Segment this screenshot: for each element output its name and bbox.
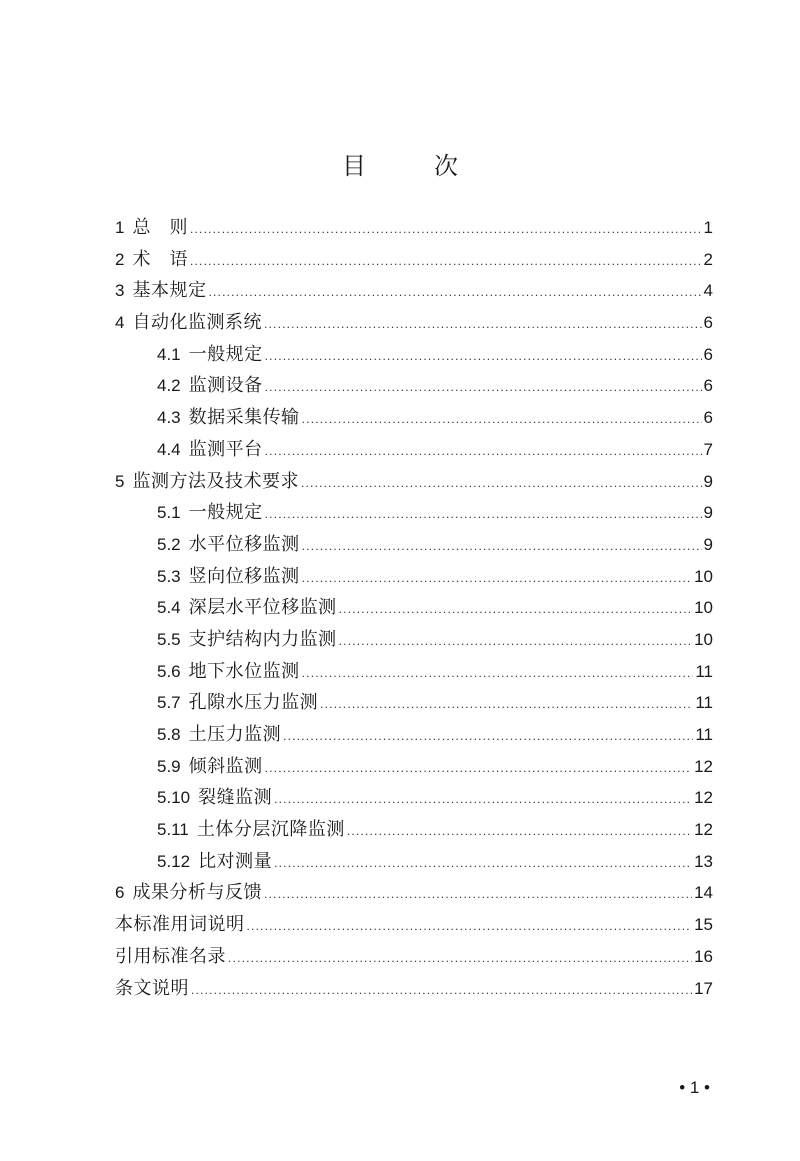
- toc-entry[interactable]: [115, 275, 713, 307]
- toc-entry-title: 地下水位监测: [188, 660, 300, 682]
- toc-entry-number: 5.10: [157, 788, 191, 808]
- toc-entry-number: 4.4: [157, 439, 181, 459]
- toc-entry-number: 5.3: [157, 566, 181, 586]
- dot-leader: [302, 531, 702, 563]
- toc-entry-number: 6: [115, 883, 125, 903]
- toc-entry-page: 1: [703, 218, 713, 237]
- dot-leader: [302, 404, 702, 436]
- toc-entry[interactable]: [115, 624, 713, 656]
- toc-entry-title: 裂缝监测: [198, 787, 273, 809]
- toc-entry-title: 自动化监测系统: [132, 312, 262, 334]
- toc-entry-page: 9: [703, 503, 713, 523]
- toc-entry-title: 本标准用词说明: [115, 914, 245, 936]
- toc-entry[interactable]: [115, 307, 713, 339]
- toc-entry[interactable]: [115, 592, 713, 624]
- dot-leader: [265, 372, 702, 404]
- toc-entry-number: 5.9: [157, 756, 181, 776]
- toc-entry-page: 4: [703, 281, 713, 301]
- toc-entry-title: 成果分析与反馈: [132, 882, 262, 904]
- toc-entry[interactable]: [115, 909, 713, 941]
- toc-entry-title: 深层水平位移监测: [188, 597, 337, 619]
- toc-entry-number: 5.8: [157, 725, 181, 744]
- toc-entry-title: 土体分层沉降监测: [196, 819, 345, 841]
- toc-entry[interactable]: [115, 846, 713, 878]
- toc-entry-page: 11: [695, 693, 713, 713]
- toc-entry[interactable]: [115, 339, 713, 371]
- toc-entry-page: 6: [703, 408, 713, 428]
- toc-entry-title: 竖向位移监测: [188, 565, 300, 587]
- table-of-contents: [115, 212, 713, 1004]
- dot-leader: [264, 879, 692, 911]
- toc-entry[interactable]: [115, 814, 713, 846]
- toc-entry-title: 比对测量: [198, 850, 273, 872]
- dot-leader: [339, 626, 692, 658]
- toc-entry-title: 水平位移监测: [188, 533, 300, 555]
- dot-leader: [228, 943, 692, 975]
- toc-entry-page: 10: [694, 629, 713, 649]
- dot-leader: [190, 246, 702, 278]
- dot-leader: [274, 848, 692, 880]
- toc-entry[interactable]: [115, 656, 713, 688]
- page-number: • 1 •: [679, 1078, 710, 1097]
- toc-entry[interactable]: [115, 687, 713, 719]
- toc-entry[interactable]: [115, 402, 713, 434]
- toc-entry[interactable]: [115, 434, 713, 466]
- toc-entry[interactable]: [115, 370, 713, 402]
- toc-entry-page: 12: [694, 756, 713, 776]
- toc-entry-title: 孔隙水压力监测: [188, 692, 319, 714]
- toc-entry-title: 条文说明: [115, 977, 189, 999]
- toc-entry-number: 3: [115, 281, 125, 301]
- toc-entry-number: 5.12: [157, 851, 191, 871]
- toc-entry-title: 总 则: [132, 217, 188, 238]
- toc-entry-page: 6: [703, 376, 713, 396]
- toc-entry-title: 监测方法及技术要求: [132, 470, 299, 492]
- toc-entry-title: 倾斜监测: [188, 755, 263, 777]
- toc-entry-number: 5.4: [157, 598, 181, 618]
- toc-entry-title: 一般规定: [188, 502, 263, 524]
- toc-entry-page: 15: [694, 915, 713, 935]
- dot-leader: [283, 721, 693, 753]
- toc-entry-page: 17: [694, 978, 713, 998]
- dot-leader: [347, 816, 692, 848]
- dot-leader: [191, 975, 692, 1007]
- toc-entry-page: 7: [703, 439, 713, 459]
- dot-leader: [190, 214, 702, 246]
- toc-entry-number: 2: [115, 249, 125, 269]
- dot-leader: [274, 784, 692, 816]
- toc-entry-page: 10: [694, 598, 713, 618]
- dot-leader: [264, 309, 702, 341]
- toc-entry-number: 5: [115, 471, 125, 491]
- toc-entry-page: 11: [695, 725, 713, 744]
- dot-leader: [301, 468, 702, 500]
- toc-entry-title: 监测设备: [188, 375, 263, 397]
- toc-entry-number: 5.7: [157, 693, 181, 713]
- toc-entry[interactable]: [115, 529, 713, 561]
- toc-entry-page: 12: [694, 788, 713, 808]
- toc-entry-title: 监测平台: [188, 438, 263, 460]
- toc-entry[interactable]: [115, 719, 713, 751]
- toc-entry-number: 5.6: [157, 661, 181, 681]
- toc-entry-page: 9: [703, 471, 713, 491]
- toc-entry-page: 11: [695, 661, 713, 681]
- dot-leader: [265, 499, 702, 531]
- toc-entry-page: 10: [694, 566, 713, 586]
- dot-leader: [302, 563, 692, 595]
- toc-entry[interactable]: [115, 751, 713, 783]
- toc-entry-number: 5.1: [157, 503, 181, 523]
- dot-leader: [265, 341, 702, 373]
- toc-entry-number: 5.2: [157, 534, 181, 554]
- toc-entry-title: 引用标准名录: [115, 945, 226, 967]
- toc-entry-number: 4.2: [157, 376, 181, 396]
- page-title: 目 次: [342, 152, 480, 180]
- toc-entry-page: 6: [703, 313, 713, 333]
- dot-leader: [339, 594, 692, 626]
- dot-leader: [265, 436, 702, 468]
- toc-entry[interactable]: [115, 212, 713, 244]
- toc-entry-number: 5.5: [157, 629, 181, 649]
- toc-entry[interactable]: [115, 973, 713, 1005]
- toc-entry[interactable]: [115, 877, 713, 909]
- toc-entry-number: 4.1: [157, 344, 181, 364]
- toc-entry-page: 6: [703, 344, 713, 364]
- dot-leader: [265, 753, 692, 785]
- toc-entry-title: 术 语: [132, 248, 188, 270]
- toc-entry-title: 基本规定: [132, 280, 207, 302]
- toc-entry-page: 13: [694, 851, 713, 871]
- dot-leader: [320, 689, 693, 721]
- toc-entry-page: 16: [694, 946, 713, 966]
- toc-entry-title: 支护结构内力监测: [188, 628, 337, 650]
- toc-entry-title: 数据采集传输: [188, 407, 300, 429]
- toc-entry[interactable]: [115, 782, 713, 814]
- toc-entry-number: 1: [115, 218, 125, 237]
- toc-entry-page: 9: [703, 534, 713, 554]
- toc-entry[interactable]: [115, 941, 713, 973]
- toc-entry-title: 土压力监测: [188, 724, 282, 745]
- toc-entry[interactable]: [115, 561, 713, 593]
- toc-entry[interactable]: [115, 244, 713, 276]
- dot-leader: [247, 911, 693, 943]
- toc-entry-number: 4: [115, 313, 125, 333]
- toc-entry-number: 5.11: [157, 820, 189, 840]
- toc-entry[interactable]: [115, 497, 713, 529]
- toc-entry-title: 一般规定: [188, 343, 263, 365]
- toc-entry-number: 4.3: [157, 408, 181, 428]
- dot-leader: [302, 658, 694, 690]
- dot-leader: [208, 277, 701, 309]
- toc-entry[interactable]: [115, 466, 713, 498]
- toc-entry-page: 12: [694, 820, 713, 840]
- toc-entry-page: 2: [703, 249, 713, 269]
- toc-entry-page: 14: [694, 883, 713, 903]
